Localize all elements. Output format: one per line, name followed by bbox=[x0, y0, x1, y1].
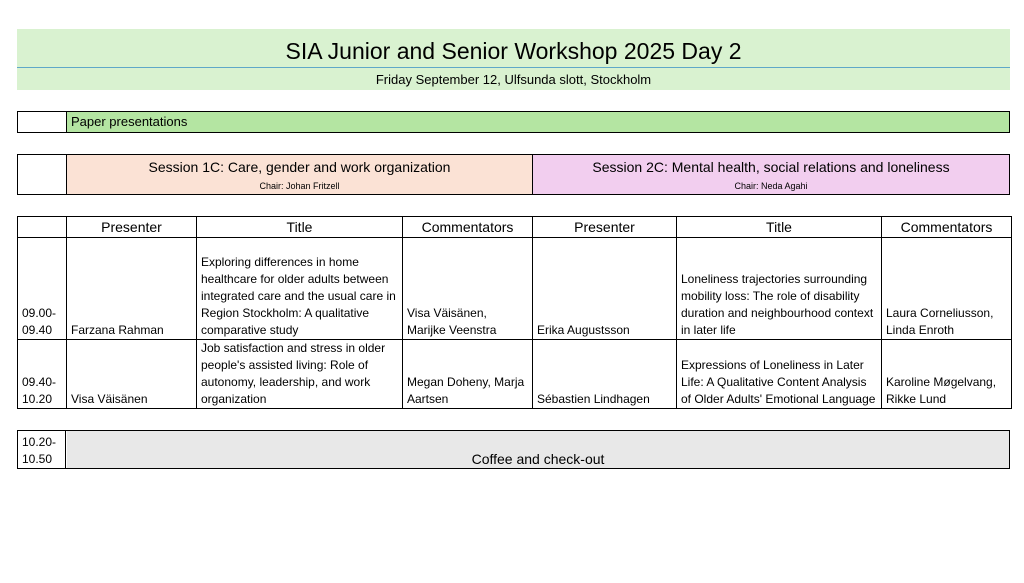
session-chair: Chair: Johan Fritzell bbox=[259, 181, 340, 191]
sessions-row-spacer bbox=[18, 155, 67, 194]
section-row-spacer bbox=[18, 112, 67, 132]
section-row bbox=[17, 111, 1010, 133]
session-1c bbox=[67, 155, 533, 194]
commentators-cell: Megan Doheny, Marja Aartsen bbox=[403, 340, 533, 409]
coffee-time: 10.20-10.50 bbox=[18, 431, 66, 468]
presenter-cell: Farzana Rahman bbox=[67, 238, 197, 340]
column-header: Commentators bbox=[403, 217, 533, 238]
table-header-row bbox=[18, 217, 1012, 238]
commentators-cell: Karoline Møgelvang, Rikke Lund bbox=[882, 340, 1012, 409]
column-header: Title bbox=[677, 217, 882, 238]
title-cell: Job satisfaction and stress in older people's assisted living: Role of autonomy, leadership, and work organization bbox=[197, 340, 403, 409]
section-label: Paper presentations bbox=[67, 112, 1009, 132]
coffee-row bbox=[17, 430, 1010, 469]
title-cell: Exploring differences in home healthcare for older adults between integrated care and the usual care in Region Stockholm: A qualitative comparative study bbox=[197, 238, 403, 340]
header-divider bbox=[17, 67, 1010, 68]
session-chair: Chair: Neda Agahi bbox=[734, 181, 808, 191]
table-row bbox=[18, 238, 1012, 340]
time-header bbox=[18, 217, 67, 238]
presenter-cell: Visa Väisänen bbox=[67, 340, 197, 409]
table-row bbox=[18, 340, 1012, 409]
column-header: Title bbox=[197, 217, 403, 238]
page-subtitle: Friday September 12, Ulfsunda slott, Stockholm bbox=[375, 72, 652, 87]
time-cell: 09.40-10.20 bbox=[18, 340, 67, 409]
sessions-row bbox=[17, 154, 1010, 195]
schedule-table bbox=[17, 216, 1012, 409]
column-header: Presenter bbox=[67, 217, 197, 238]
commentators-cell: Visa Väisänen, Marijke Veenstra bbox=[403, 238, 533, 340]
time-cell: 09.00-09.40 bbox=[18, 238, 67, 340]
presenter-cell: Sébastien Lindhagen bbox=[533, 340, 677, 409]
page-header bbox=[17, 29, 1010, 90]
session-2c bbox=[533, 155, 1009, 194]
coffee-label: Coffee and check-out bbox=[67, 431, 1009, 468]
presenter-cell: Erika Augustsson bbox=[533, 238, 677, 340]
session-name: Session 1C: Care, gender and work organization bbox=[148, 159, 451, 175]
title-cell: Loneliness trajectories surrounding mobility loss: The role of disability duration and neighbourhood context in later life bbox=[677, 238, 882, 340]
page-title: SIA Junior and Senior Workshop 2025 Day 2 bbox=[285, 38, 742, 64]
column-header: Presenter bbox=[533, 217, 677, 238]
commentators-cell: Laura Corneliusson, Linda Enroth bbox=[882, 238, 1012, 340]
session-name: Session 2C: Mental health, social relations and loneliness bbox=[592, 159, 950, 175]
column-header: Commentators bbox=[882, 217, 1012, 238]
title-cell: Expressions of Loneliness in Later Life: A Qualitative Content Analysis of Older Adults' Emotional Language bbox=[677, 340, 882, 409]
